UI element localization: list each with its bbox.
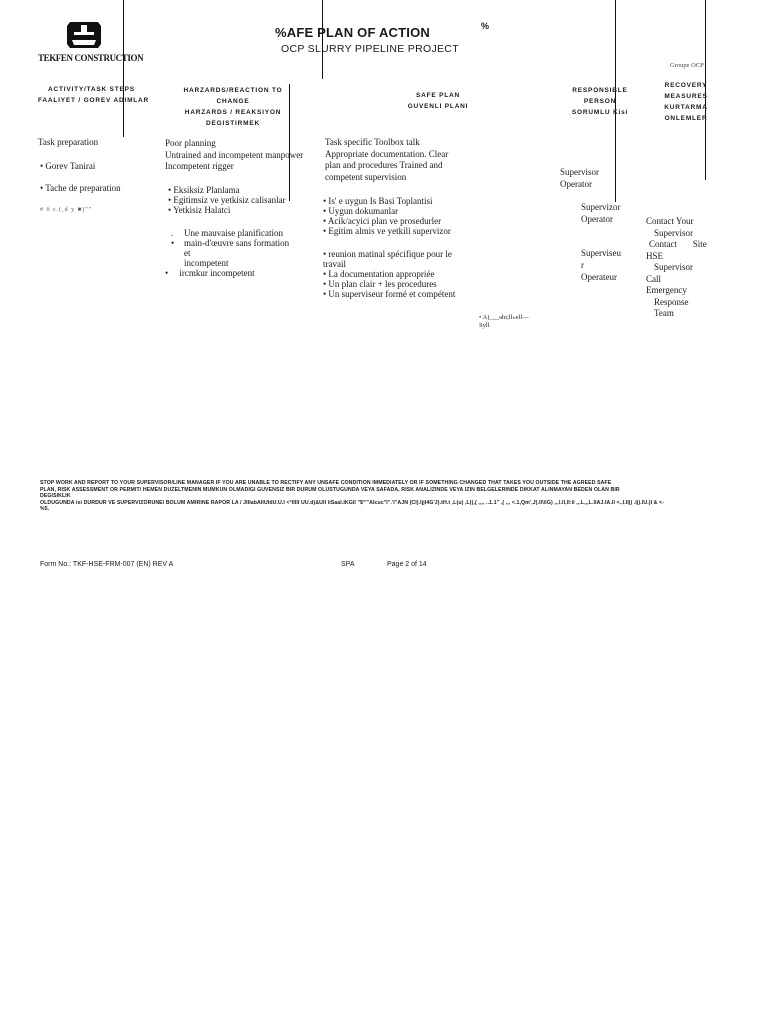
- responsible-fr: Superviseu r Operateur: [581, 248, 621, 282]
- activity-en: Task preparation: [38, 137, 99, 147]
- column-header-recovery: RECOVERY MEASURES KURTARMA ONLEMLER: [664, 82, 708, 122]
- form-number: Form No.: TKF-HSE-FRM-007 (EN) REV A: [40, 561, 174, 568]
- column-header-responsible: RESPONSIBLE PERSON SORUMLU Kisi: [571, 87, 629, 116]
- form-type: SPA: [341, 561, 355, 568]
- document-title: %AFE PLAN OF ACTION: [275, 25, 430, 40]
- activity-fr: • Tache de preparation: [40, 183, 121, 193]
- plan-tr: • Is' e uygun Is Basi Toplantisi • Uygun dokumanlar • Acik/acyici plan ve prosedurler • Egitim almis ve yetkili supervizor: [323, 196, 451, 236]
- page-number: Page 2 of 14: [387, 561, 427, 568]
- activity-tr: • Gorev Tanirai: [40, 161, 96, 171]
- hazards-fr-bullets: . •: [171, 228, 175, 248]
- company-name: TEKFEN CONSTRUCTION: [38, 53, 144, 63]
- logo-text: TEKFEN: [73, 35, 95, 41]
- responsible-tr: Supervizor Operator: [581, 202, 621, 224]
- column-divider-1: [123, 0, 124, 137]
- recovery-measures: Contact Your Supervisor Contact Site HSE Supervisor Call Emergency Response Team: [646, 216, 707, 318]
- company-logo: [64, 20, 104, 50]
- hazards-fr-last: • ircmkur incompetent: [165, 268, 255, 278]
- activity-garbled: # ö c.(,d y ■)"": [40, 207, 93, 213]
- title-mark: %: [481, 21, 490, 31]
- plan-fr: • reunion matinal spécifique pour le travail • La documentation appropriée • Un plan clair + les procedures • Un superviseur formé et compétent: [323, 249, 456, 299]
- column-header-hazards: HARZARDS/REACTION TO CHANGE HARZARDS / REAKSIYON DEGISTIRMEK: [183, 87, 283, 127]
- stop-work-notice: STOP WORK AND REPORT TO YOUR SUPERVISOR/LINE MANAGER IF YOU ARE UNABLE TO RECTIFY ANY UNSAFE CONDITION IMMEDIATELY OR IF SOMETHING CHANGED THAT TAKES YOU OUTSIDE THE AGREED SAFE PLAN, RISK ASSESSMENT OR PERMIT/ HEMEN DUZELTMENIN MUMKUN OLMADIGI GUVENSIZ BIR DURUM OLUSTUGUNDA VEYA SAFADA, RISK ANALIZINDE VEYA IZIN BELGELERINDE DIKKAT ALINMAYAN BEDEN OLAN BIR DEGISIKLIK OLDUGUNDA isi DURDUR VE SUPERVIZORUNE/ BOLUM AMIRINE RAPOR LA / JIIIabAIIUIdU.U.I <°IIIII UU.d)&UII iiSaaI.IKGII "$°'"AIcuc"I".'I"AJN (Cl).IjjI4G'J).tH.t ,L(u) ,L((,( ,,,, ..1.1" ,( ,,, <.1,Qm',J).II\\IG) ,,,l.II,lI:il ,,.L,,,L.IIAJ.IA.II <.,I.IIj) .Ij).IU.)I & <- %5.: [40, 480, 664, 512]
- plan-garbled: • A)___ahi;ll«ell— Syll: [479, 314, 529, 329]
- column-header-activity: ACTIVITY/TASK STEPS FAALIYET / GOREV ADIMLAR: [38, 86, 150, 104]
- hazards-en: Poor planning Untrained and incompetent manpower Incompetent rigger: [165, 138, 304, 171]
- hazards-fr: Une mauvaise planification main-d'œuvre sans formation et incompetent: [184, 228, 290, 268]
- column-header-safe-plan: SAFE PLAN GUVENLI PLANI: [407, 92, 469, 110]
- group-label: Groupe OCP: [670, 62, 704, 69]
- plan-en: Task specific Toolbox talk Appropriate documentation. Clear plan and procedures Trained and competent supervision: [325, 137, 449, 182]
- responsible-en: Supervisor Operator: [560, 167, 599, 189]
- hazards-tr: • Eksiksiz Planlama • Egitimsiz ve yetkisiz calisanlar • Yetkisiz Halatci: [168, 185, 286, 215]
- document-subtitle: OCP SLURRY PIPELINE PROJECT: [281, 43, 459, 55]
